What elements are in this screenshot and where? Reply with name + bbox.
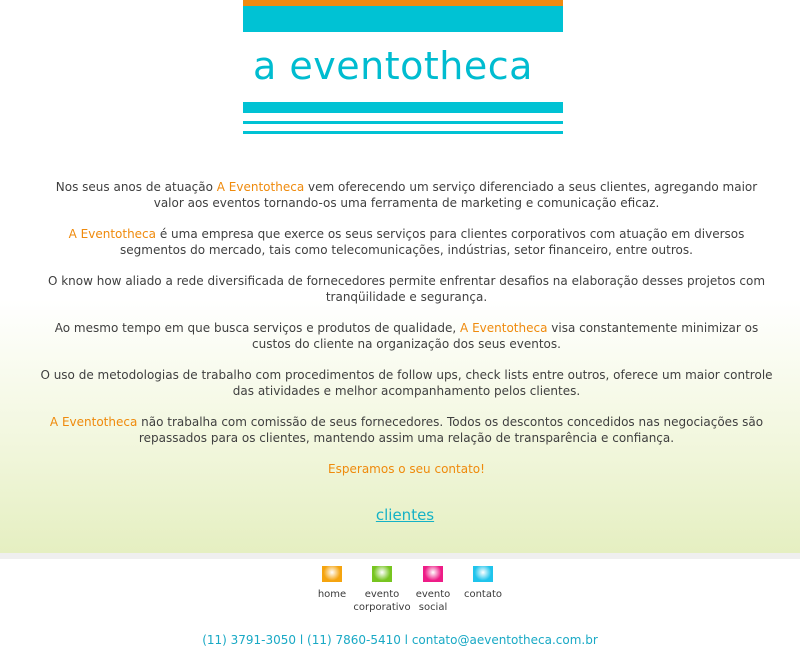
paragraph [40,179,773,211]
section-divider [0,553,800,559]
paragraph-text: O uso de metodologias de trabalho com procedimentos de follow ups, check lists entre outros, oferece um maior controle das atividades e melhor acompanhamento pelos clientes. [40,368,773,398]
nav-label: corporativo [353,602,411,613]
about-text [40,179,773,492]
footer-contact: (11) 3791-3050 l (11) 7860-5410 l contato@aeventotheca.com.br [202,633,598,647]
logo-thin-line-2 [243,131,563,134]
logo-thin-line-1 [243,121,563,124]
header-cyan-band [243,6,563,32]
paragraph [40,273,773,305]
nav-label: home [317,589,347,600]
paragraph-text: visa constantemente minimizar os custos do cliente na organização dos seus eventos. [252,321,759,351]
logo-underline-bar [243,102,563,113]
brand-logo[interactable]: a eventotheca [253,44,533,88]
paragraph-text: não trabalha com comissão de seus fornecedores. Todos os descontos concedidos nas negociações são repassados para os clientes, mantendo assim uma relação de transparência e confiança. [137,415,764,445]
nav-evento-corporativo[interactable] [352,566,412,614]
paragraph-text: O know how aliado a rede diversificada de fornecedores permite enfrentar desafios na elaboração desses projetos com tranqüilidade e segurança. [47,274,766,304]
paragraph [40,414,773,446]
brand-mention: A Eventotheca [68,227,157,241]
social-square-icon [423,566,443,582]
brand-mention: A Eventotheca [460,321,548,335]
home-square-icon [322,566,342,582]
nav-label: evento [364,589,400,600]
paragraph [40,320,773,352]
nav-label: contato [463,589,503,600]
paragraph-text: Nos seus anos de atuação [55,180,217,194]
paragraph-list [40,179,773,446]
paragraph-text: é uma empresa que exerce os seus serviços para clientes corporativos com atuação em diversos segmentos do mercado, tais como telecomunicações, indústrias, setor financeiro, entre outros. [120,227,745,257]
paragraph [40,367,773,399]
nav-contato[interactable] [460,566,506,601]
paragraph-text: Ao mesmo tempo em que busca serviços e produtos de qualidade, [54,321,461,335]
clients-link[interactable]: clientes [375,506,435,524]
nav-home[interactable] [312,566,352,601]
nav-evento-social[interactable] [412,566,454,614]
call-to-action: Esperamos o seu contato! [328,462,485,476]
corporate-square-icon [372,566,392,582]
paragraph-text: vem oferecendo um serviço diferenciado a seus clientes, agregando maior valor aos eventos tornando-os uma ferramenta de marketing e comunicação eficaz. [153,180,758,210]
nav-label: evento [415,589,451,600]
brand-mention: A Eventotheca [216,180,305,194]
paragraph [40,226,773,258]
brand-mention: A Eventotheca [49,415,138,429]
nav-label: social [418,602,448,613]
contact-square-icon [473,566,493,582]
